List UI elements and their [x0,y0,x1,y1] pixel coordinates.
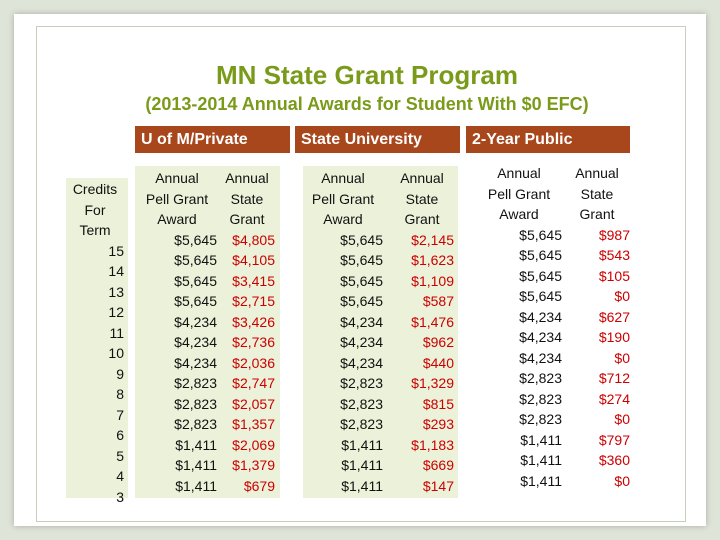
pell-value: $1,411 [341,457,383,473]
pell-value: $2,823 [519,370,562,386]
state-value: $4,805 [232,231,275,248]
pell-value: $4,234 [174,334,217,350]
pell-value: $2,823 [340,395,383,412]
state-value: $0 [614,349,630,366]
pell-value: $1,411 [175,436,217,453]
section-header-2-year-public: 2-Year Public [466,126,630,153]
credits-value: 5 [116,447,124,464]
state-university-state-column [390,168,454,496]
credits-value: 10 [108,345,124,361]
pell-value: $5,645 [519,226,562,243]
state-value: $669 [422,457,454,473]
state-value: $293 [422,416,454,432]
credits-value: 4 [116,468,124,484]
state-value: $2,145 [411,231,454,248]
pell-value: $2,823 [519,390,562,407]
pell-value: $2,823 [174,395,217,412]
credits-value: 6 [116,427,124,443]
state-value: $440 [422,354,454,371]
state-value: $1,379 [232,457,275,473]
state-value: $360 [598,452,630,468]
credits-value: 8 [116,386,124,402]
pell-value: $2,823 [340,375,383,391]
pell-value: $4,234 [519,308,562,325]
credits-value: 13 [108,283,124,300]
state-value: $627 [598,308,630,325]
credits-value: 11 [109,324,124,341]
state-value: $2,736 [232,334,275,350]
state-header-line: Grant [229,211,265,227]
pell-value: $4,234 [340,313,383,330]
state-value: $815 [422,395,454,412]
credits-value: 3 [116,488,124,505]
credits-header-line: Credits [72,181,118,197]
credits-value: 9 [116,365,124,382]
pell-value: $1,411 [520,431,562,448]
pell-value: $5,645 [174,293,217,309]
pell-value: $2,823 [174,416,217,432]
pell-value: $5,645 [519,247,562,263]
state-value: $274 [598,390,630,407]
pell-value: $1,411 [175,477,217,494]
credits-header-line: For [84,201,106,218]
section-header-umn-private: U of M/Private [135,126,290,153]
state-header-line: Annual [225,170,269,186]
state-value: $0 [614,472,630,489]
pell-value: $4,234 [519,349,562,366]
pell-value: $5,645 [174,231,217,248]
pell-value: $5,645 [340,293,383,309]
pell-value: $1,411 [175,457,217,473]
umn-pell-column [137,168,217,496]
pell-value: $4,234 [174,354,217,371]
pell-value: $2,823 [519,411,562,427]
pell-header-line: Annual [497,165,541,181]
pell-header-line: Award [323,211,363,227]
state-value: $1,476 [411,313,454,330]
two-year-state-column [564,163,630,491]
state-value: $2,057 [232,395,275,412]
state-value: $962 [422,334,454,350]
state-value: $587 [422,293,454,309]
pell-value: $4,234 [340,334,383,350]
state-value: $1,329 [411,375,454,391]
state-value: $3,415 [232,272,275,289]
pell-header-line: Award [157,211,197,227]
pell-value: $1,411 [520,472,562,489]
pell-header-line: Award [499,206,539,222]
state-value: $987 [598,226,630,243]
state-value: $105 [598,267,630,284]
pell-header-line: Pell Grant [487,185,551,202]
state-university-pell-column [303,168,383,496]
state-value: $1,623 [411,252,454,268]
state-value: $2,715 [232,293,275,309]
state-header-line: Annual [400,170,444,186]
state-header-line: State [230,190,264,207]
pell-header-line: Pell Grant [145,190,209,207]
page-subtitle: (2013-2014 Annual Awards for Student With $0 EFC) [145,94,589,114]
pell-value: $2,823 [340,416,383,432]
pell-value: $4,234 [174,313,217,330]
state-value: $1,183 [411,436,454,453]
state-value: $190 [598,329,630,345]
pell-value: $5,645 [340,231,383,248]
credits-value: 7 [116,406,124,423]
state-value: $147 [422,477,454,494]
pell-value: $5,645 [174,252,217,268]
state-header-line: State [580,185,614,202]
pell-value: $1,411 [341,436,383,453]
state-value: $2,036 [232,354,275,371]
pell-value: $5,645 [340,252,383,268]
state-value: $0 [614,411,630,427]
pell-value: $5,645 [340,272,383,289]
state-value: $797 [598,431,630,448]
credits-header-line: Term [79,222,111,238]
credits-value: 15 [108,242,124,259]
umn-state-column [219,168,275,496]
state-value: $4,105 [232,252,275,268]
pell-value: $1,411 [520,452,562,468]
state-header-line: State [405,190,439,207]
section-header-state-university: State University [295,126,460,153]
state-value: $1,357 [232,416,275,432]
pell-header-line: Annual [321,170,365,186]
pell-value: $5,645 [519,288,562,304]
credits-value: 14 [108,263,124,279]
pell-value: $4,234 [340,354,383,371]
state-value: $1,109 [411,272,454,289]
state-value: $2,069 [232,436,275,453]
pell-value: $1,411 [341,477,383,494]
state-value: $0 [614,288,630,304]
pell-value: $5,645 [174,272,217,289]
pell-header-line: Pell Grant [311,190,375,207]
page-title: MN State Grant Program [216,60,518,90]
state-header-line: Grant [579,206,615,222]
state-value: $543 [598,247,630,263]
state-value: $2,747 [232,375,275,391]
state-value: $712 [598,370,630,386]
state-header-line: Grant [404,211,440,227]
pell-value: $2,823 [174,375,217,391]
pell-value: $5,645 [519,267,562,284]
state-value: $679 [243,477,275,494]
credits-column [66,179,124,507]
pell-value: $4,234 [519,329,562,345]
state-value: $3,426 [232,313,275,330]
two-year-pell-column [476,163,562,491]
pell-header-line: Annual [155,170,199,186]
credits-value: 12 [108,304,124,320]
state-header-line: Annual [575,165,619,181]
